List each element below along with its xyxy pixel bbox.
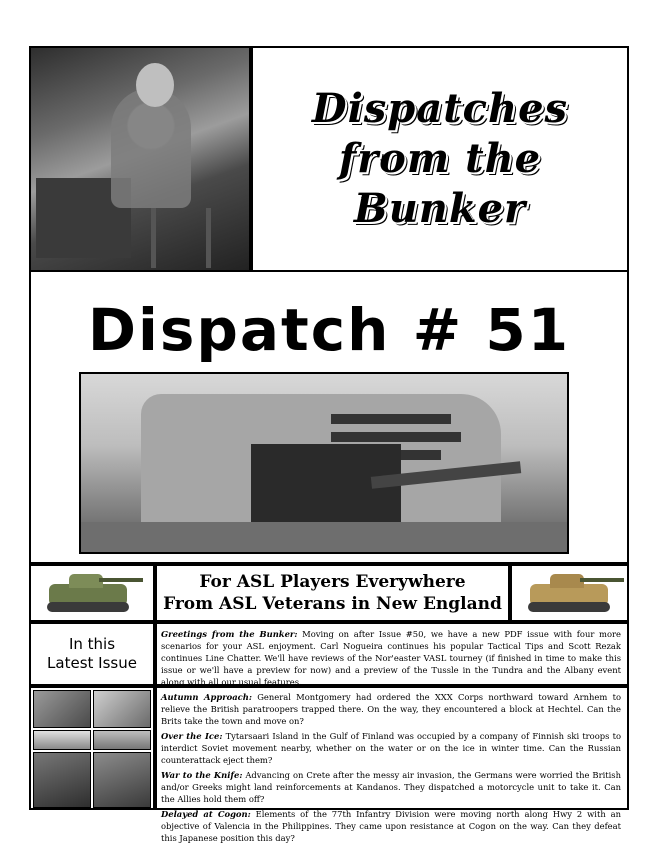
bunker-slot [331,414,451,424]
greetings-text: Moving on after Issue #50, we have a new PDF issue with four more scenarios for your ASL enjoyment. Carl Nogueira continues his popular Tactical Tips and Scott Rezak continues Line Chatter. We'll have reviews of the Nor'easter VASL tourney (if finished in time to make this issue or we'll have a preview for now) and a preview of the Tussle in the Tundra and the Albany event along with all our usual features. [161,629,621,687]
masthead-line-3: Bunker [353,185,527,232]
tagline-line-2: From ASL Veterans in New England [163,594,502,614]
scenario-lead: War to the Knife: [161,770,243,780]
scenario-item [161,691,621,727]
greetings-paragraph [161,628,621,688]
jagdpanther-image [510,564,629,622]
scenario-thumb-4 [93,730,151,750]
cromwell-tank-image [29,564,155,622]
scenario-text: Advancing on Crete after the messy air invasion, the Germans were worried the British and/or Greeks might land reinforcements at Kandanos. They dispatched a motorcycle unit to take it. Can the Allies hold them off? [161,770,621,804]
masthead-line-1: Dispatches [311,85,569,132]
scenario-item [161,808,621,844]
masthead-line-2: from the [338,135,542,182]
radio-operator-photo [29,46,251,272]
tank-icon [49,584,127,606]
scenario-thumb-5 [33,752,91,808]
latest-line-2: Latest Issue [47,654,137,672]
scenario-thumb-6 [93,752,151,808]
greetings-box [155,622,629,686]
scenario-thumb-2 [93,690,151,728]
latest-issue-box [29,622,155,686]
scenario-text: General Montgomery had ordered the XXX Corps northward toward Arnhem to relieve the British paratroopers trapped there. On the way, they encountered a block at Hechtel. Can the Brits take the town and move on? [161,692,622,726]
scenario-thumb-1 [33,690,91,728]
scenario-text: Tytarsaari Island in the Gulf of Finland was occupied by a company of Finnish ski troops to interdict Soviet movement nearby, whether on the water or on the ice in winter time. Can the Russian counterattack eject them? [161,731,621,765]
bunker-photo [79,372,569,554]
scenario-list [155,686,629,843]
masthead-title-box [251,46,629,272]
tank-destroyer-icon [530,584,608,606]
scenario-lead: Autumn Approach: [161,692,252,702]
ground [81,522,567,552]
scenario-item [161,730,621,766]
scenario-thumbnails [29,686,155,810]
scenario-text: Elements of the 77th Infantry Division were moving north along Hwy 2 with an objective of Valencia in the Philippines. They came upon resistance at Cogon on the way. Can they defeat this Japanese position this day? [161,809,621,843]
scenario-thumb-3 [33,730,91,750]
bunker-slot [331,432,461,442]
tagline-line-1: For ASL Players Everywhere [199,572,466,592]
greetings-lead: Greetings from the Bunker: [161,629,298,639]
tagline-box [155,564,510,622]
issue-title: Dispatch # 51 [87,296,571,364]
latest-line-1: In this [68,635,116,653]
scenario-lead: Over the Ice: [161,731,223,741]
chair-shape [151,208,211,268]
soldier-head [136,63,174,107]
issue-box [29,270,629,564]
scenario-item [161,769,621,805]
scenario-lead: Delayed at Cogon: [161,809,251,819]
